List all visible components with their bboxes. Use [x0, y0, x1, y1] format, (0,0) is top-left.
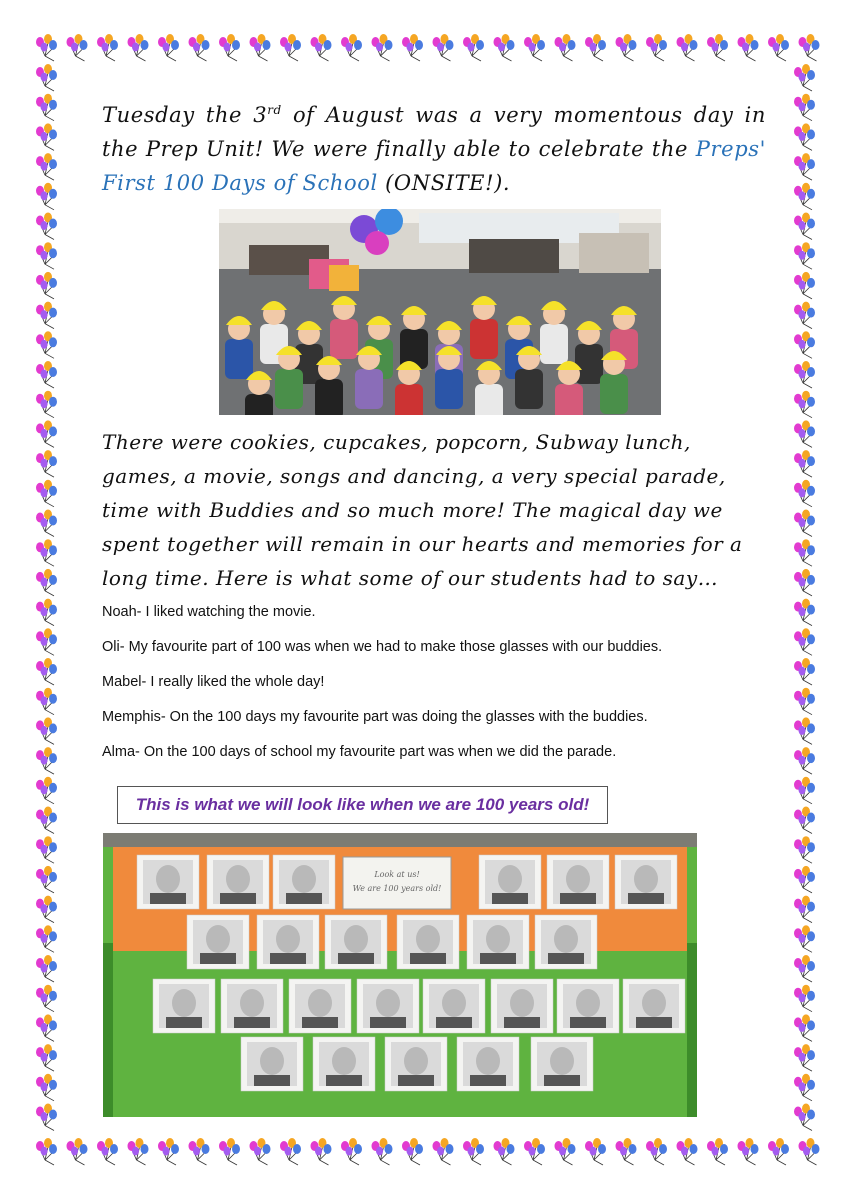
balloon-bunch-icon [36, 1104, 57, 1131]
balloon-bunch-icon [707, 34, 728, 61]
balloon-bunch-icon [36, 391, 57, 418]
balloon-bunch-icon [794, 480, 815, 507]
portrait-photo [615, 855, 677, 909]
balloon-bunch-icon [794, 836, 815, 863]
portrait-photo [187, 915, 249, 969]
balloon-bunch-icon [36, 539, 57, 566]
balloon-bunch-icon [738, 1138, 759, 1165]
balloon-bunch-icon [36, 985, 57, 1012]
balloon-bunch-icon [36, 183, 57, 210]
balloon-bunch-icon [219, 34, 240, 61]
balloon-bunch-icon [794, 807, 815, 834]
balloon-bunch-icon [794, 94, 815, 121]
balloon-bunch-icon [794, 866, 815, 893]
balloon-bunch-icon [738, 34, 759, 61]
balloon-bunch-icon [524, 34, 545, 61]
balloon-bunch-icon [36, 1014, 57, 1041]
balloon-bunch-icon [36, 450, 57, 477]
child-figure [600, 351, 628, 414]
child-figure [540, 301, 568, 364]
child-figure [315, 356, 343, 415]
balloon-bunch-icon [794, 985, 815, 1012]
child-figure [435, 346, 463, 409]
quote-mabel: Mabel- I really liked the whole day! [102, 674, 325, 690]
balloon-bunch-icon [794, 272, 815, 299]
child-figure [475, 361, 503, 415]
balloon-bunch-icon [36, 331, 57, 358]
balloon-bunch-icon [402, 1138, 423, 1165]
balloon-bunch-icon [280, 34, 301, 61]
child-figure [330, 296, 358, 359]
balloon-bunch-icon [36, 480, 57, 507]
balloon-bunch-icon [794, 1014, 815, 1041]
balloon-bunch-icon [36, 777, 57, 804]
child-figure [470, 296, 498, 359]
balloon-bunch-icon [36, 628, 57, 655]
balloon-bunch-icon [36, 242, 57, 269]
portrait-photo [357, 979, 419, 1033]
balloon-bunch-icon [794, 658, 815, 685]
balloon-bunch-icon [463, 1138, 484, 1165]
balloon-bunch-icon [219, 1138, 240, 1165]
balloon-bunch-icon [36, 599, 57, 626]
balloon-bunch-icon [372, 34, 393, 61]
portrait-photo [153, 979, 215, 1033]
balloon-bunch-icon [36, 94, 57, 121]
display-board-photo [103, 833, 697, 1117]
balloon-bunch-icon [311, 1138, 332, 1165]
portrait-photo [207, 855, 269, 909]
balloon-bunch-icon [794, 688, 815, 715]
balloon-bunch-icon [36, 866, 57, 893]
callout-box: This is what we will look like when we are 100 years old! [117, 786, 608, 824]
intro-paragraph: Tuesday the 3rd of August was a very momentous day in the Prep Unit! We were finally able to celebrate the Preps' First 100 Days of School (ONSITE!). [102, 103, 767, 195]
balloon-bunch-icon [36, 510, 57, 537]
portrait-photo [289, 979, 351, 1033]
balloon-bunch-icon [794, 510, 815, 537]
balloon-bunch-icon [250, 34, 271, 61]
balloon-bunch-icon [36, 64, 57, 91]
balloon-bunch-icon [189, 1138, 210, 1165]
balloon-bunch-icon [794, 569, 815, 596]
balloon-bunch-icon [524, 1138, 545, 1165]
balloon-bunch-icon [433, 1138, 454, 1165]
balloon-bunch-icon [794, 450, 815, 477]
portrait-photo [313, 1037, 375, 1091]
portrait-photo [531, 1037, 593, 1091]
balloon-bunch-icon [67, 34, 88, 61]
balloon-bunch-icon [433, 34, 454, 61]
balloon-bunch-icon [646, 1138, 667, 1165]
portrait-photo [137, 855, 199, 909]
balloon-bunch-icon [794, 628, 815, 655]
portrait-photo [221, 979, 283, 1033]
balloon-bunch-icon [463, 34, 484, 61]
balloon-bunch-icon [128, 1138, 149, 1165]
balloon-bunch-icon [494, 34, 515, 61]
quote-oli: Oli- My favourite part of 100 was when we had to make those glasses with our buddies. [102, 639, 663, 655]
balloon-bunch-icon [402, 34, 423, 61]
balloon-bunch-icon [555, 34, 576, 61]
portrait-photo [385, 1037, 447, 1091]
balloon-bunch-icon [36, 925, 57, 952]
portrait-photo [491, 979, 553, 1033]
balloon-bunch-icon [36, 807, 57, 834]
balloon-bunch-icon [36, 747, 57, 774]
balloon-bunch-icon [189, 34, 210, 61]
balloon-bunch-icon [36, 361, 57, 388]
balloon-bunch-icon [36, 272, 57, 299]
balloon-bunch-icon [250, 1138, 271, 1165]
portrait-photo [623, 979, 685, 1033]
child-figure [400, 306, 428, 369]
balloon-bunch-icon [794, 391, 815, 418]
balloon-bunch-icon [372, 1138, 393, 1165]
portrait-photo [557, 979, 619, 1033]
intro-highlight: Preps' First 100 Days of School [102, 137, 766, 195]
quote-noah: Noah- I liked watching the movie. [102, 604, 316, 620]
balloon-bunch-icon [794, 539, 815, 566]
balloon-bunch-icon [67, 1138, 88, 1165]
portrait-photo [457, 1037, 519, 1091]
balloon-bunch-icon [36, 717, 57, 744]
balloon-bunch-icon [280, 1138, 301, 1165]
portrait-photo [535, 915, 597, 969]
balloon-bunch-icon [36, 955, 57, 982]
balloon-bunch-icon [794, 302, 815, 329]
balloon-bunch-icon [794, 896, 815, 923]
portrait-photo [273, 855, 335, 909]
child-figure [555, 361, 583, 415]
balloon-bunch-icon [128, 34, 149, 61]
balloon-bunch-icon [36, 836, 57, 863]
balloon-bunch-icon [555, 1138, 576, 1165]
balloon-bunch-icon [311, 34, 332, 61]
portrait-photo [479, 855, 541, 909]
portrait-photo [257, 915, 319, 969]
balloon-bunch-icon [794, 925, 815, 952]
portrait-photo [397, 915, 459, 969]
quote-alma: Alma- On the 100 days of school my favourite part was when we did the parade. [102, 744, 617, 760]
balloon-bunch-icon [616, 34, 637, 61]
balloon-bunch-icon [768, 1138, 789, 1165]
balloon-bunch-icon [36, 213, 57, 240]
portrait-photo [547, 855, 609, 909]
balloon-bunch-icon [646, 34, 667, 61]
balloon-bunch-icon [36, 1138, 57, 1165]
board-sign-line1: Look at us! [374, 870, 420, 879]
balloon-bunch-icon [794, 64, 815, 91]
balloon-bunch-icon [36, 153, 57, 180]
balloon-bunch-icon [794, 777, 815, 804]
balloon-bunch-icon [36, 1044, 57, 1071]
balloon-bunch-icon [36, 302, 57, 329]
quote-memphis: Memphis- On the 100 days my favourite part was doing the glasses with the buddies. [102, 709, 648, 725]
party-photo [219, 209, 661, 415]
balloon-bunch-icon [36, 123, 57, 150]
balloon-bunch-icon [794, 599, 815, 626]
balloon-bunch-icon [616, 1138, 637, 1165]
balloon-bunch-icon [341, 1138, 362, 1165]
balloon-bunch-icon [768, 34, 789, 61]
balloon-bunch-icon [794, 717, 815, 744]
balloon-bunch-icon [36, 896, 57, 923]
balloon-bunch-icon [677, 1138, 698, 1165]
balloon-bunch-icon [36, 658, 57, 685]
balloon-bunch-icon [794, 1044, 815, 1071]
balloon-bunch-icon [585, 34, 606, 61]
balloon-bunch-icon [794, 361, 815, 388]
balloon-bunch-icon [36, 688, 57, 715]
child-figure [515, 346, 543, 409]
balloon-bunch-icon [158, 1138, 179, 1165]
balloon-bunch-icon [677, 34, 698, 61]
balloon-bunch-icon [794, 1104, 815, 1131]
balloon-bunch-icon [97, 1138, 118, 1165]
balloon-bunch-icon [36, 34, 57, 61]
balloon-bunch-icon [36, 1074, 57, 1101]
balloon-bunch-icon [707, 1138, 728, 1165]
board-sign-line2: We are 100 years old! [352, 884, 442, 893]
child-figure [395, 361, 423, 415]
portrait-photo [325, 915, 387, 969]
activities-paragraph: There were cookies, cupcakes, popcorn, Subway lunch, games, a movie, songs and dancing, a very special parade, time with Buddies and so much more! The magical day we spent together will remain in our hearts and memories for a long time. Here is what some of our students had to say… [102, 430, 743, 590]
portrait-photo [241, 1037, 303, 1091]
balloon-bunch-icon [794, 153, 815, 180]
child-figure [355, 346, 383, 409]
balloon-bunch-icon [97, 34, 118, 61]
balloon-bunch-icon [794, 213, 815, 240]
balloon-bunch-icon [794, 183, 815, 210]
balloon-bunch-icon [799, 1138, 820, 1165]
balloon-bunch-icon [341, 34, 362, 61]
balloon-bunch-icon [794, 123, 815, 150]
balloon-bunch-icon [794, 242, 815, 269]
balloon-bunch-icon [36, 420, 57, 447]
balloon-bunch-icon [794, 955, 815, 982]
balloon-bunch-icon [794, 747, 815, 774]
balloon-bunch-icon [794, 1074, 815, 1101]
balloon-bunch-icon [494, 1138, 515, 1165]
child-figure [275, 346, 303, 409]
balloon-bunch-icon [794, 331, 815, 358]
balloon-bunch-icon [158, 34, 179, 61]
portrait-photo [467, 915, 529, 969]
balloon-bunch-icon [36, 569, 57, 596]
balloon-bunch-icon [799, 34, 820, 61]
balloon-bunch-icon [585, 1138, 606, 1165]
balloon-bunch-icon [794, 420, 815, 447]
portrait-photo [423, 979, 485, 1033]
ordinal-suffix: rd [267, 103, 282, 117]
child-figure [225, 316, 253, 379]
